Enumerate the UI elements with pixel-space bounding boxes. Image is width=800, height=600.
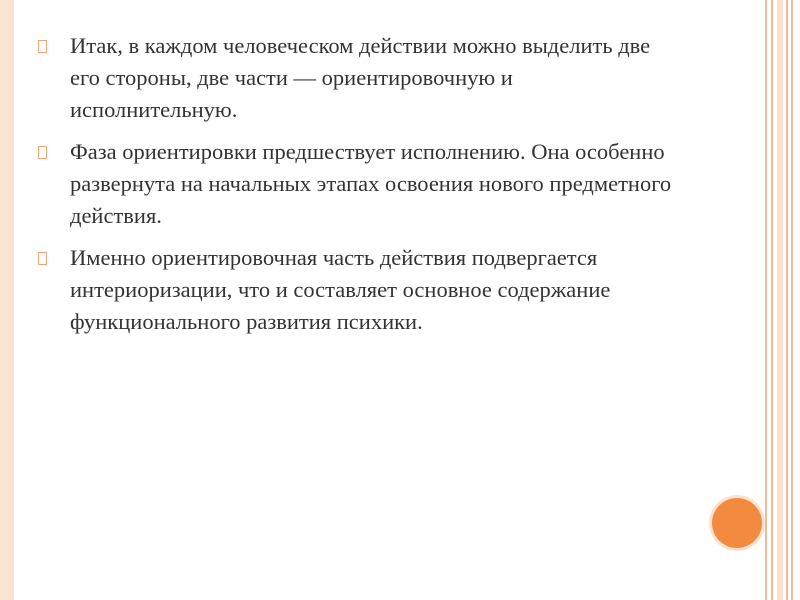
list-item [38, 30, 678, 126]
orange-circle-decoration [712, 498, 762, 548]
bullet-list [38, 30, 678, 348]
frame-line [786, 0, 788, 600]
frame-line [771, 0, 773, 600]
bullet-text: Именно ориентировочная часть действия подвергается интериоризации, что и составляет основное содержание функционального развития психики. [70, 245, 611, 334]
frame-band [777, 0, 783, 600]
bullet-icon [38, 40, 47, 53]
bullet-icon [38, 146, 47, 159]
bullet-text: Итак, в каждом человеческом действии можно выделить две его стороны, две части — ориентировочную и исполнительную. [70, 33, 651, 122]
bullet-icon [38, 252, 47, 265]
list-item [38, 136, 678, 232]
list-item [38, 242, 678, 338]
frame-line [765, 0, 767, 600]
left-accent-bar [0, 0, 14, 600]
frame-line [791, 0, 793, 600]
bullet-text: Фаза ориентировки предшествует исполнению. Она особенно развернута на начальных этапах освоения нового предметного действия. [70, 139, 672, 228]
